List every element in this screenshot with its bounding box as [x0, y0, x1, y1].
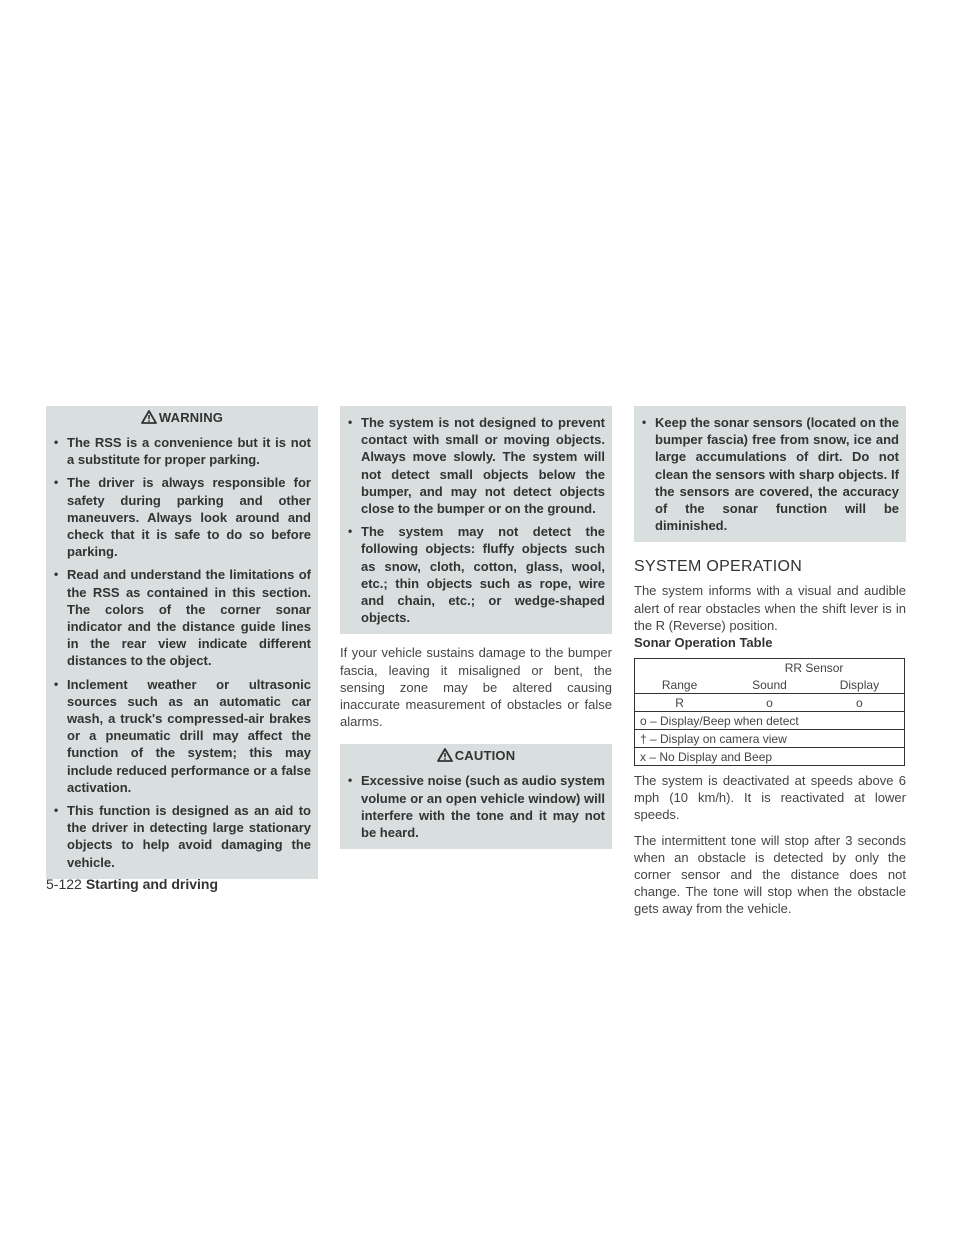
table-legend-row: x – No Display and Beep [635, 748, 905, 766]
warning-triangle-icon [437, 748, 453, 762]
warning-item: • This function is designed as an aid to the driver in detecting large stationary objects to help avoid damaging the vehicle. [53, 802, 311, 871]
warning-item: • Read and understand the limitations of the RSS as contained in this section. The colors of the corner sonar indicator and the distance guide lines in the rear view indicate different distances to the object. [53, 566, 311, 669]
caution-header [347, 744, 605, 766]
table-cell-sound: o [724, 694, 815, 712]
column-3 [634, 406, 906, 918]
table-group-header: RR Sensor [724, 659, 904, 677]
speed-paragraph: The system is deactivated at speeds above 6 mph (10 km/h). It is reactivated at lower speeds. [634, 773, 906, 823]
warning-item: • The system is not designed to prevent contact with small or moving objects. Always move slowly. The system will not detect small objects below the bumper, and may not detect objects close to the bumper or on the ground. [347, 414, 605, 517]
damage-paragraph: If your vehicle sustains damage to the bumper fascia, leaving it misaligned or bent, the sensing zone may be altered causing inaccurate measurement of obstacles or false alarms. [340, 645, 612, 730]
table-header-display: Display [815, 676, 905, 694]
intro-paragraph: The system informs with a visual and audible alert of rear obstacles when the shift lever is in the R (Reverse) position. [634, 583, 906, 633]
warning-triangle-icon [141, 410, 157, 424]
warning-header [53, 406, 311, 428]
tone-paragraph: The intermittent tone will stop after 3 seconds when an obstacle is detected by only the corner sensor and the distance does not change. The tone will stop when the obstacle gets away from the vehicle. [634, 832, 906, 917]
table-cell-range: R [635, 694, 725, 712]
warning-item: • Inclement weather or ultrasonic sources such as an automatic car wash, a truck's compressed-air brakes or a pneumatic drill may affect the function of the system; this may include reduced performance or a false activation. [53, 676, 311, 796]
caution-title: CAUTION [454, 747, 516, 763]
page-footer [46, 876, 218, 892]
section-name: Starting and driving [85, 876, 219, 892]
table-cell-display: o [815, 694, 905, 712]
warning-box [46, 406, 318, 879]
caution-box [340, 744, 612, 849]
table-title: Sonar Operation Table [634, 635, 773, 651]
caution-item: • Excessive noise (such as audio system volume or an open vehicle window) will interfere with the tone and it may not be heard. [347, 772, 605, 841]
warning-item: • The driver is always responsible for safety during parking and other maneuvers. Always look around and check that it is safe to do so before parking. [53, 474, 311, 560]
warning-title: WARNING [158, 409, 224, 425]
section-title: SYSTEM OPERATION [634, 558, 803, 576]
warning-item: • The RSS is a convenience but it is not a substitute for proper parking. [53, 434, 311, 468]
warning-box-continued [340, 406, 612, 634]
page-number: 5-122 [46, 876, 82, 892]
table-header-range: Range [635, 676, 725, 694]
column-2 [340, 406, 612, 849]
table-legend-row: o – Display/Beep when detect [635, 712, 905, 730]
caution-item: • Keep the sonar sensors (located on the bumper fascia) free from snow, ice and large accumulations of dirt. Do not clean the sensors with sharp objects. If the sensors are covered, the accuracy of the sonar function will be diminished. [641, 414, 899, 534]
table-header-sound: Sound [724, 676, 815, 694]
table-legend-row: † – Display on camera view [635, 730, 905, 748]
caution-box-continued [634, 406, 906, 542]
warning-item: • The system may not detect the following objects: fluffy objects such as snow, cloth, cotton, glass, wool, etc.; thin objects such as rope, wire and chain, etc.; or wedge-shaped objects. [347, 523, 605, 626]
column-1 [46, 406, 318, 879]
sonar-operation-table [634, 658, 905, 766]
table-corner-cell [635, 659, 725, 677]
